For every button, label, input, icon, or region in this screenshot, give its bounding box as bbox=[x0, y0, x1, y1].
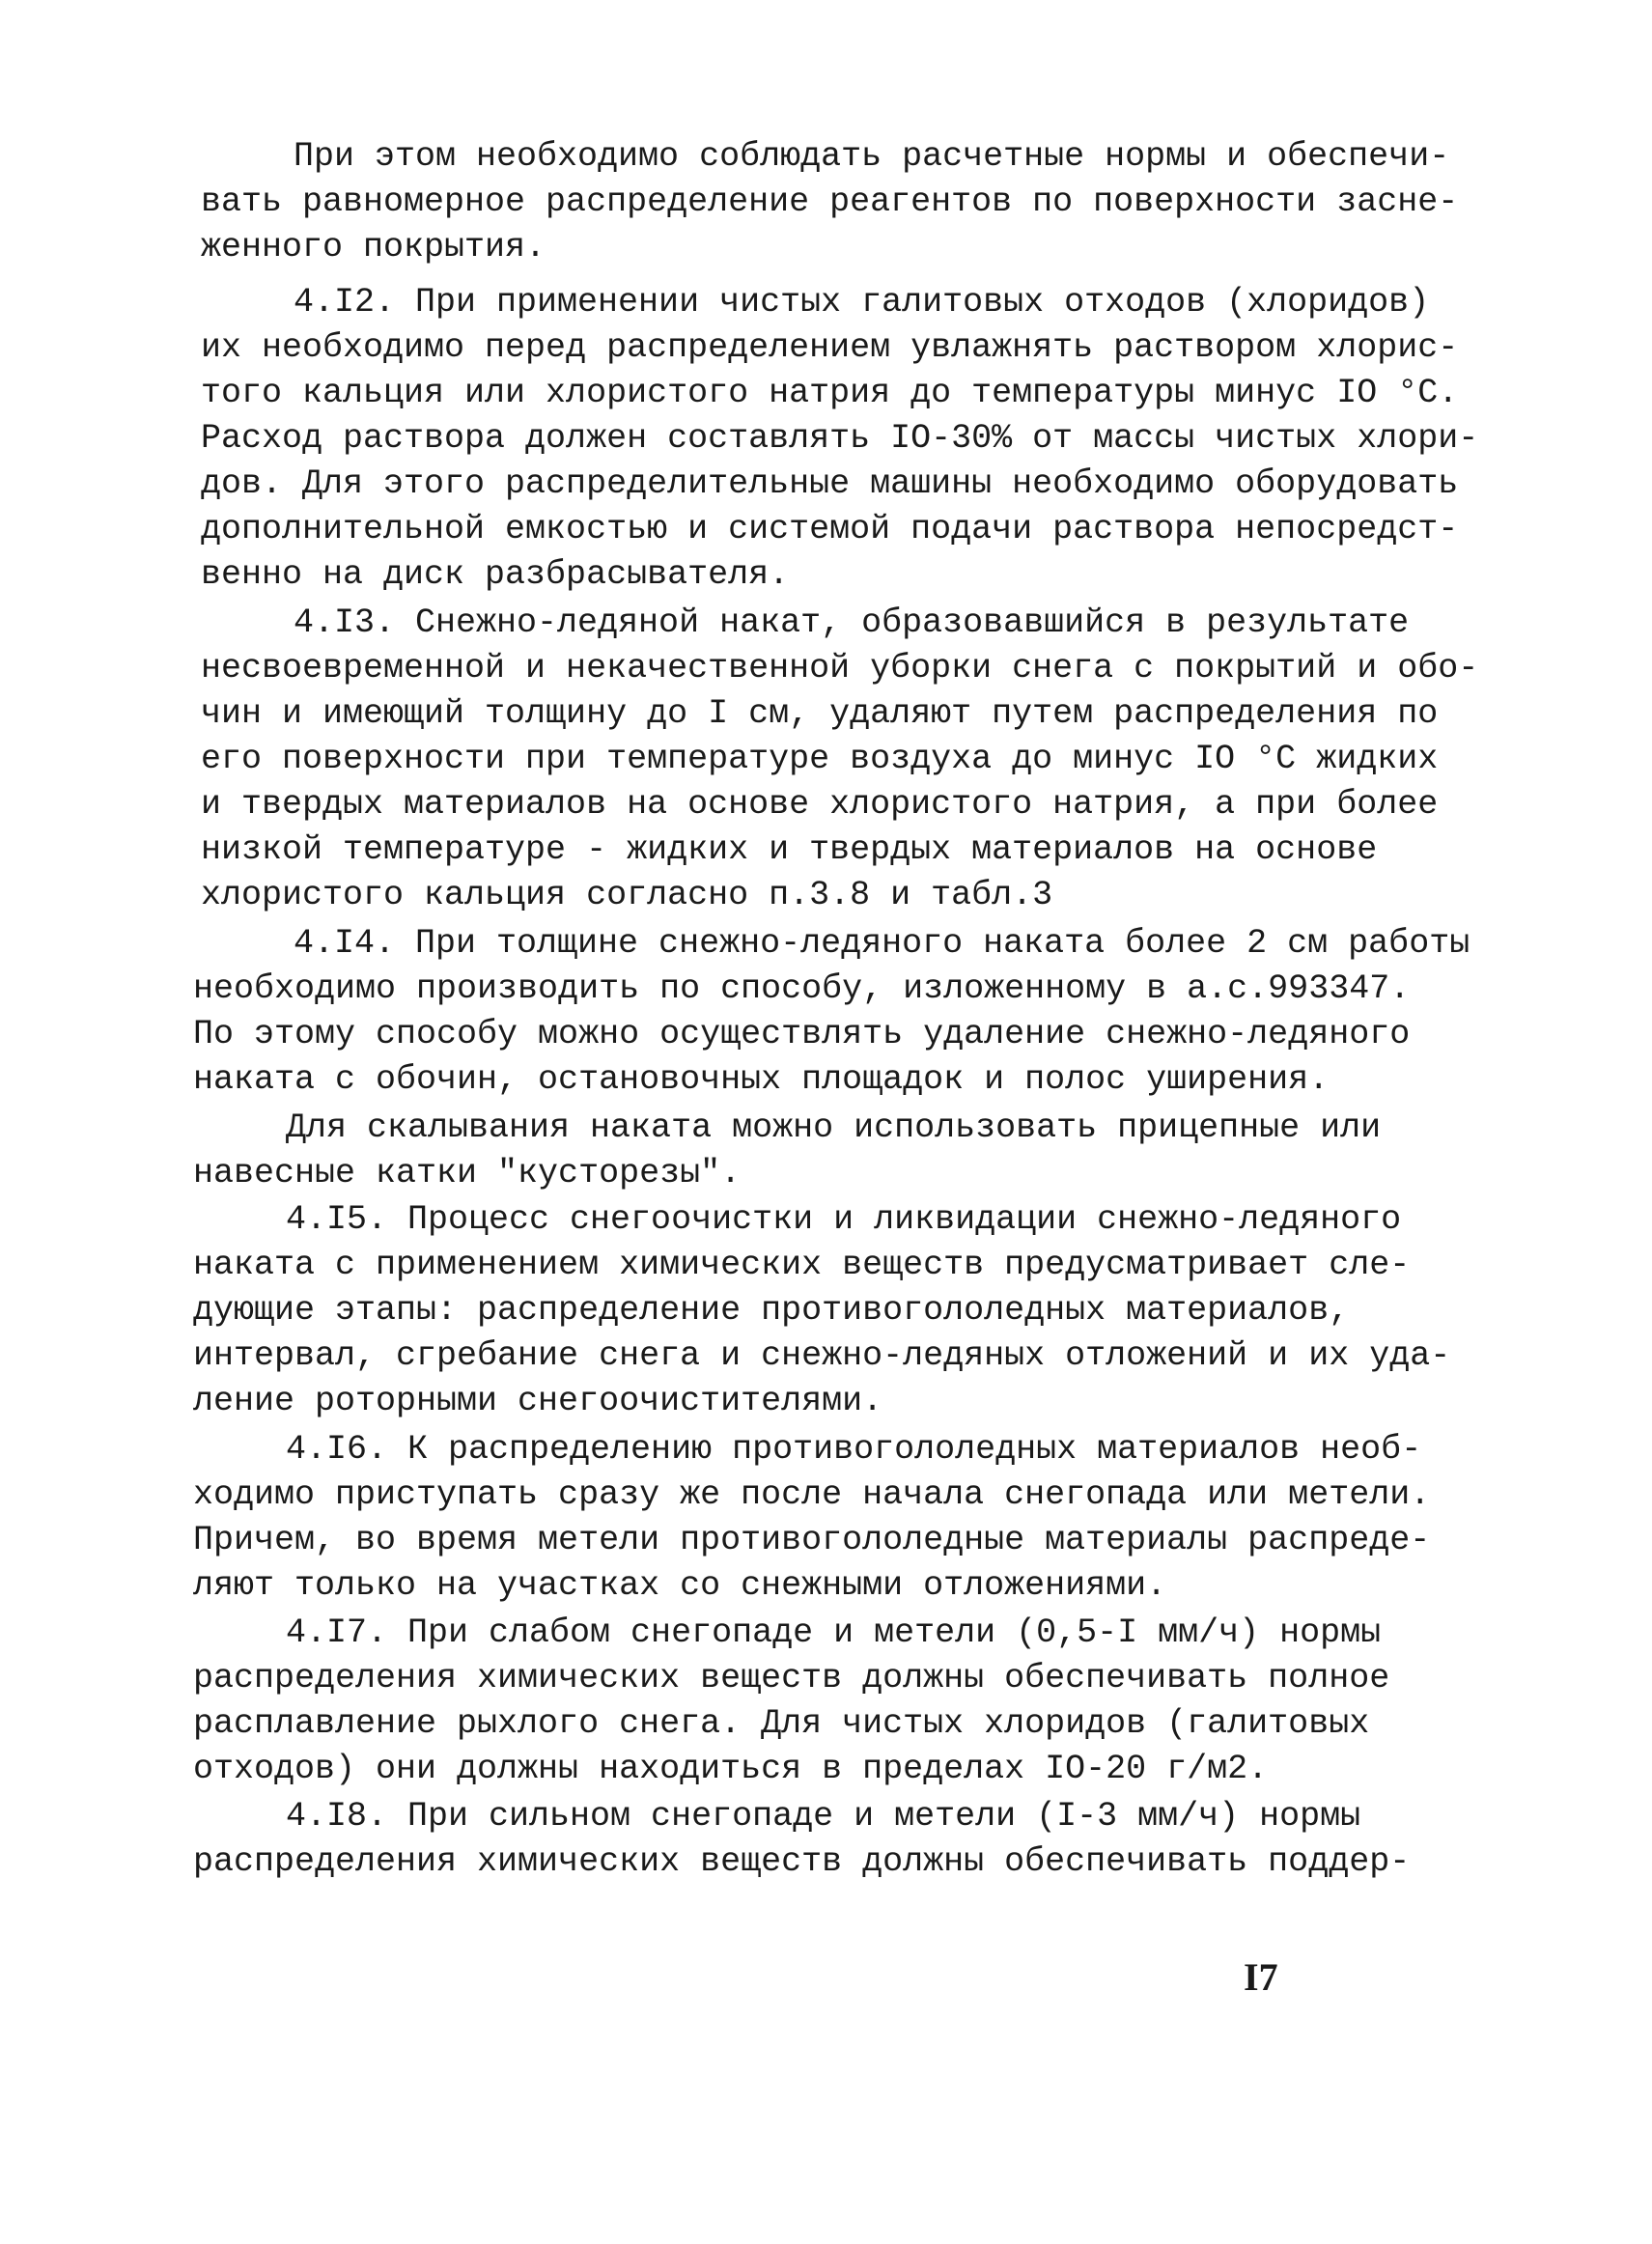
text-line: 4.I2. При применении чистых галитовых отходов (хлоридов) bbox=[294, 283, 1430, 322]
text-line: того кальция или хлористого натрия до температуры минус IO °С. bbox=[201, 374, 1459, 412]
text-line: его поверхности при температуре воздуха до минус IO °С жидких bbox=[201, 740, 1439, 778]
page-number: I7 bbox=[1244, 1955, 1278, 1999]
text-line: расплавление рыхлого снега. Для чистых хлоридов (галитовых bbox=[193, 1704, 1370, 1743]
text-line: 4.I4. При толщине снежно-ледяного наката более 2 см работы bbox=[294, 924, 1470, 963]
text-line: низкой температуре - жидких и твердых материалов на основе bbox=[201, 830, 1378, 869]
text-line: их необходимо перед распределением увлажнять раствором хлорис- bbox=[201, 328, 1459, 367]
text-line: венно на диск разбрасывателя. bbox=[201, 555, 790, 594]
text-line: навесные катки "кусторезы". bbox=[193, 1154, 742, 1192]
text-line: Расход раствора должен составлять IO-30% от массы чистых хлори- bbox=[201, 419, 1479, 458]
text-line: необходимо производить по способу, изложенному в а.с.993347. bbox=[193, 969, 1411, 1008]
text-line: дополнительной емкостью и системой подачи раствора непосредст- bbox=[201, 510, 1459, 548]
text-line: При этом необходимо соблюдать расчетные нормы и обеспечи- bbox=[294, 137, 1450, 176]
text-line: дов. Для этого распределительные машины необходимо оборудовать bbox=[201, 464, 1459, 503]
text-line: женного покрытия. bbox=[201, 228, 546, 266]
text-line: и твердых материалов на основе хлористого натрия, а при более bbox=[201, 785, 1439, 824]
text-line: 4.I8. При сильном снегопаде и метели (I-3 мм/ч) нормы bbox=[286, 1797, 1361, 1836]
text-line: чин и имеющий толщину до I см, удаляют путем распределения по bbox=[201, 694, 1439, 733]
text-line: 4.I3. Снежно-ледяной накат, образовавшийся в результате bbox=[294, 603, 1410, 642]
text-line: несвоевременной и некачественной уборки снега с покрытий и обо- bbox=[201, 649, 1479, 687]
text-line: ляют только на участках со снежными отложениями. bbox=[193, 1566, 1167, 1605]
text-line: 4.I6. К распределению противогололедных материалов необ- bbox=[286, 1430, 1422, 1469]
text-line: ление роторными снегоочистителями. bbox=[193, 1382, 883, 1420]
text-line: наката с применением химических веществ предусматривает сле- bbox=[193, 1246, 1411, 1284]
text-line: дующие этапы: распределение противогололедных материалов, bbox=[193, 1291, 1350, 1330]
text-line: ходимо приступать сразу же после начала снегопада или метели. bbox=[193, 1475, 1431, 1514]
text-line: 4.I7. При слабом снегопаде и метели (0,5-I мм/ч) нормы bbox=[286, 1613, 1382, 1652]
text-line: Для скалывания наката можно использовать прицепные или bbox=[286, 1108, 1382, 1147]
text-line: хлористого кальция согласно п.3.8 и табл.3 bbox=[201, 876, 1053, 914]
text-line: отходов) они должны находиться в пределах IO-20 г/м2. bbox=[193, 1750, 1269, 1788]
text-line: наката с обочин, остановочных площадок и полос уширения. bbox=[193, 1060, 1330, 1099]
text-line: По этому способу можно осуществлять удаление снежно-ледяного bbox=[193, 1015, 1411, 1053]
text-line: интервал, сгребание снега и снежно-ледяных отложений и их уда- bbox=[193, 1336, 1451, 1375]
text-line: 4.I5. Процесс снегоочистки и ликвидации снежно-ледяного bbox=[286, 1200, 1402, 1239]
text-line: вать равномерное распределение реагентов по поверхности засне- bbox=[201, 182, 1459, 221]
text-line: распределения химических веществ должны обеспечивать полное bbox=[193, 1659, 1390, 1697]
text-line: Причем, во время метели противогололедные материалы распреде- bbox=[193, 1521, 1431, 1559]
text-line: распределения химических веществ должны обеспечивать поддер- bbox=[193, 1842, 1411, 1881]
